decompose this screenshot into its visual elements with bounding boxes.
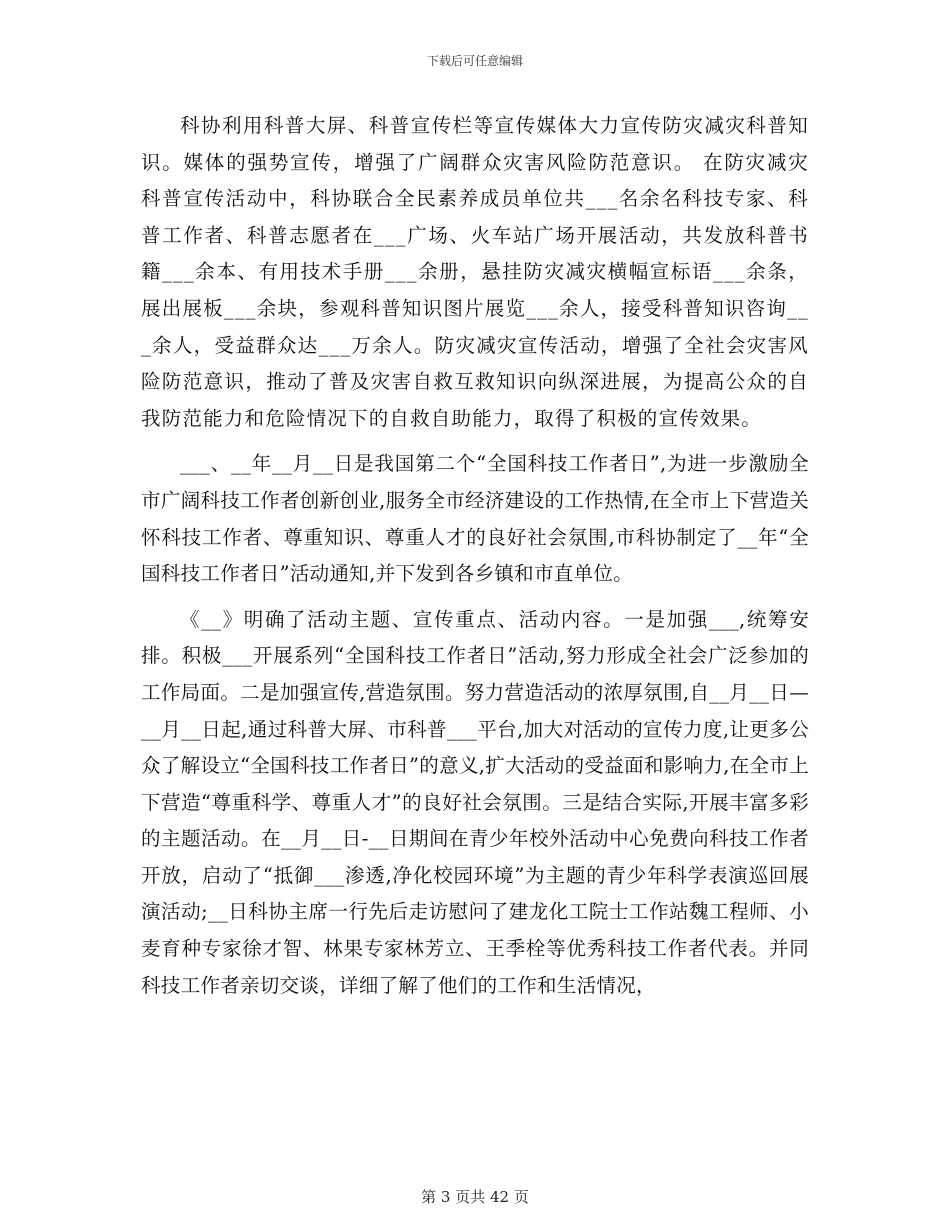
page-header: 下载后可任意编辑 <box>426 54 523 68</box>
document-body <box>141 108 809 1013</box>
paragraph-disaster-prevention: 科协利用科普大屏、科普宣传栏等宣传媒体大力宣传防灾减灾科普知识。媒体的强势宣传，增强了广阔群众灾害风险防范意识。 在防灾减灾科普宣传活动中，科协联合全民素养成员单位共___名余名科技专家、科普工作者、科普志愿者在___广场、火车站广场开展活动，共发放科普书籍___余本、有用技术手册___余册，悬挂防灾减灾横幅宣标语___余条，展出展板___余块，参观科普知识图片展览___余人，接受科普知识咨询___余人，受益群众达___万余人。防灾减灾宣传活动，增强了全社会灾害风险防范意识，推动了普及灾害自救互救知识向纵深进展，为提高公众的自我防范能力和危险情况下的自救自助能力，取得了积极的宣传效果。 <box>141 114 809 430</box>
paragraph-science-workers-day: ___、__年__月__日是我国第二个“全国科技工作者日”,为进一步激励全市广阔科技工作者创新创业,服务全市经济建设的工作热情,在全市上下营造关怀科技工作者、尊重知识、尊重人才的良好社会氛围,市科协制定了__年“全国科技工作者日”活动通知,并下发到各乡镇和市直单位。 <box>141 452 809 586</box>
paragraph-activity-plan: 《__》明确了活动主题、宣传重点、活动内容。一是加强___,统筹安排。积极___开展系列“全国科技工作者日”活动,努力形成全社会广泛参加的工作局面。二是加强宣传,营造氛围。努力营造活动的浓厚氛围,自__月__日—__月__日起,通过科普大屏、市科普___平台,加大对活动的宣传力度,让更多公众了解设立“全国科技工作者日”的意义,扩大活动的受益面和影响力,在全市上下营造“尊重科学、尊重人才”的良好社会氛围。三是结合实际,开展丰富多彩的主题活动。在__月__日-__日期间在青少年校外活动中心免费向科技工作者开放，启动了“抵御___渗透,净化校园环境”为主题的青少年科学表演巡回展演活动;__日科协主席一行先后走访慰问了建龙化工院士工作站魏工程师、小麦育种专家徐才智、林果专家林芳立、王季栓等优秀科技工作者代表。并同科技工作者亲切交谈，详细了解了他们的工作和生活情况， <box>141 607 809 997</box>
page-footer: 第 3 页共 42 页 <box>421 1188 529 1206</box>
